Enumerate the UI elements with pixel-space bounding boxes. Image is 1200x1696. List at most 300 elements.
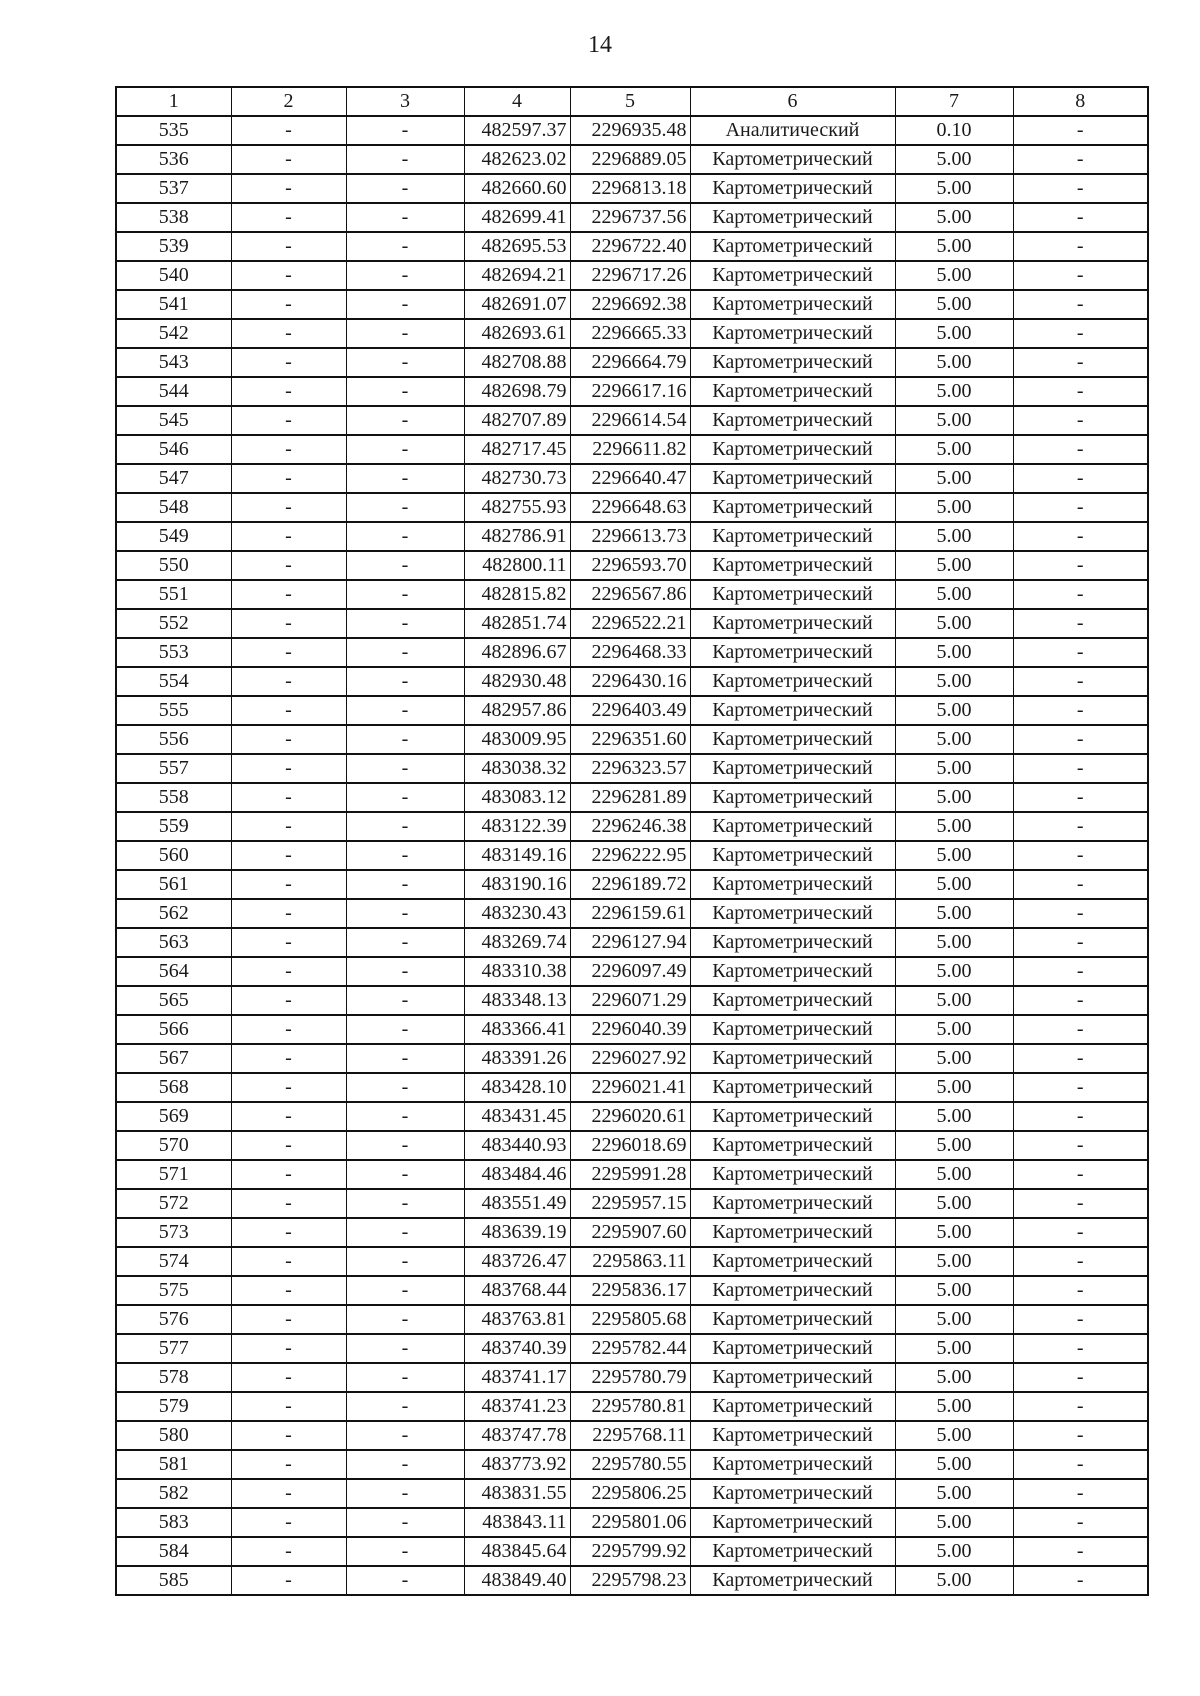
col8-cell: - — [1013, 986, 1148, 1015]
col2-cell: - — [231, 638, 346, 667]
table-row — [116, 812, 1148, 841]
point-number-cell: 579 — [116, 1392, 231, 1421]
method-cell: Картометрический — [690, 1247, 895, 1276]
col2-cell: - — [231, 1508, 346, 1537]
col3-cell: - — [346, 406, 464, 435]
point-number-cell: 566 — [116, 1015, 231, 1044]
method-cell: Картометрический — [690, 290, 895, 319]
col2-cell: - — [231, 986, 346, 1015]
col8-cell: - — [1013, 203, 1148, 232]
point-number-cell: 559 — [116, 812, 231, 841]
accuracy-cell: 5.00 — [895, 609, 1013, 638]
y-coordinate-cell: 2295798.23 — [570, 1566, 690, 1595]
col8-cell: - — [1013, 609, 1148, 638]
col2-cell: - — [231, 696, 346, 725]
point-number-cell: 572 — [116, 1189, 231, 1218]
column-header: 5 — [570, 87, 690, 116]
method-cell: Картометрический — [690, 928, 895, 957]
accuracy-cell: 5.00 — [895, 261, 1013, 290]
point-number-cell: 547 — [116, 464, 231, 493]
col3-cell: - — [346, 1421, 464, 1450]
point-number-cell: 536 — [116, 145, 231, 174]
col3-cell: - — [346, 1537, 464, 1566]
col8-cell: - — [1013, 1218, 1148, 1247]
accuracy-cell: 5.00 — [895, 580, 1013, 609]
accuracy-cell: 5.00 — [895, 957, 1013, 986]
accuracy-cell: 5.00 — [895, 1450, 1013, 1479]
point-number-cell: 554 — [116, 667, 231, 696]
method-cell: Картометрический — [690, 261, 895, 290]
col3-cell: - — [346, 1218, 464, 1247]
method-cell: Картометрический — [690, 696, 895, 725]
point-number-cell: 550 — [116, 551, 231, 580]
accuracy-cell: 5.00 — [895, 1363, 1013, 1392]
col8-cell: - — [1013, 899, 1148, 928]
accuracy-cell: 5.00 — [895, 522, 1013, 551]
col2-cell: - — [231, 1305, 346, 1334]
point-number-cell: 552 — [116, 609, 231, 638]
col8-cell: - — [1013, 1305, 1148, 1334]
x-coordinate-cell: 482730.73 — [464, 464, 570, 493]
point-number-cell: 544 — [116, 377, 231, 406]
col3-cell: - — [346, 696, 464, 725]
point-number-cell: 582 — [116, 1479, 231, 1508]
table-row — [116, 580, 1148, 609]
y-coordinate-cell: 2296351.60 — [570, 725, 690, 754]
x-coordinate-cell: 482708.88 — [464, 348, 570, 377]
point-number-cell: 563 — [116, 928, 231, 957]
table-row — [116, 261, 1148, 290]
col2-cell: - — [231, 377, 346, 406]
col2-cell: - — [231, 725, 346, 754]
y-coordinate-cell: 2296737.56 — [570, 203, 690, 232]
table-row — [116, 609, 1148, 638]
accuracy-cell: 5.00 — [895, 319, 1013, 348]
col3-cell: - — [346, 1102, 464, 1131]
col3-cell: - — [346, 812, 464, 841]
method-cell: Аналитический — [690, 116, 895, 145]
accuracy-cell: 0.10 — [895, 116, 1013, 145]
col2-cell: - — [231, 754, 346, 783]
col3-cell: - — [346, 928, 464, 957]
x-coordinate-cell: 483843.11 — [464, 1508, 570, 1537]
table-row — [116, 464, 1148, 493]
point-number-cell: 541 — [116, 290, 231, 319]
method-cell: Картометрический — [690, 551, 895, 580]
x-coordinate-cell: 483149.16 — [464, 841, 570, 870]
accuracy-cell: 5.00 — [895, 1305, 1013, 1334]
col2-cell: - — [231, 667, 346, 696]
point-number-cell: 548 — [116, 493, 231, 522]
x-coordinate-cell: 482694.21 — [464, 261, 570, 290]
col8-cell: - — [1013, 754, 1148, 783]
accuracy-cell: 5.00 — [895, 1044, 1013, 1073]
col2-cell: - — [231, 1131, 346, 1160]
x-coordinate-cell: 483190.16 — [464, 870, 570, 899]
method-cell: Картометрический — [690, 232, 895, 261]
col8-cell: - — [1013, 1566, 1148, 1595]
col8-cell: - — [1013, 870, 1148, 899]
table-row — [116, 1508, 1148, 1537]
y-coordinate-cell: 2296021.41 — [570, 1073, 690, 1102]
col2-cell: - — [231, 580, 346, 609]
x-coordinate-cell: 483431.45 — [464, 1102, 570, 1131]
x-coordinate-cell: 482755.93 — [464, 493, 570, 522]
y-coordinate-cell: 2296617.16 — [570, 377, 690, 406]
x-coordinate-cell: 483009.95 — [464, 725, 570, 754]
y-coordinate-cell: 2296403.49 — [570, 696, 690, 725]
y-coordinate-cell: 2296246.38 — [570, 812, 690, 841]
accuracy-cell: 5.00 — [895, 290, 1013, 319]
col3-cell: - — [346, 1392, 464, 1421]
col3-cell: - — [346, 1508, 464, 1537]
accuracy-cell: 5.00 — [895, 1131, 1013, 1160]
col8-cell: - — [1013, 1508, 1148, 1537]
table-row — [116, 1450, 1148, 1479]
method-cell: Картометрический — [690, 145, 895, 174]
col2-cell: - — [231, 203, 346, 232]
y-coordinate-cell: 2296097.49 — [570, 957, 690, 986]
method-cell: Картометрический — [690, 1073, 895, 1102]
col3-cell: - — [346, 232, 464, 261]
col8-cell: - — [1013, 1131, 1148, 1160]
col8-cell: - — [1013, 493, 1148, 522]
col8-cell: - — [1013, 957, 1148, 986]
col2-cell: - — [231, 493, 346, 522]
table-row — [116, 1102, 1148, 1131]
table-row — [116, 638, 1148, 667]
accuracy-cell: 5.00 — [895, 1015, 1013, 1044]
x-coordinate-cell: 483831.55 — [464, 1479, 570, 1508]
y-coordinate-cell: 2295805.68 — [570, 1305, 690, 1334]
table-row — [116, 1305, 1148, 1334]
x-coordinate-cell: 483440.93 — [464, 1131, 570, 1160]
col3-cell: - — [346, 377, 464, 406]
y-coordinate-cell: 2295907.60 — [570, 1218, 690, 1247]
point-number-cell: 584 — [116, 1537, 231, 1566]
accuracy-cell: 5.00 — [895, 551, 1013, 580]
table-row — [116, 348, 1148, 377]
column-header: 6 — [690, 87, 895, 116]
col2-cell: - — [231, 348, 346, 377]
col8-cell: - — [1013, 841, 1148, 870]
col3-cell: - — [346, 435, 464, 464]
col8-cell: - — [1013, 319, 1148, 348]
point-number-cell: 581 — [116, 1450, 231, 1479]
table-row — [116, 841, 1148, 870]
col8-cell: - — [1013, 725, 1148, 754]
y-coordinate-cell: 2296935.48 — [570, 116, 690, 145]
accuracy-cell: 5.00 — [895, 203, 1013, 232]
y-coordinate-cell: 2296071.29 — [570, 986, 690, 1015]
x-coordinate-cell: 483740.39 — [464, 1334, 570, 1363]
point-number-cell: 585 — [116, 1566, 231, 1595]
point-number-cell: 569 — [116, 1102, 231, 1131]
col8-cell: - — [1013, 928, 1148, 957]
x-coordinate-cell: 483484.46 — [464, 1160, 570, 1189]
col8-cell: - — [1013, 1537, 1148, 1566]
col8-cell: - — [1013, 638, 1148, 667]
x-coordinate-cell: 482815.82 — [464, 580, 570, 609]
col2-cell: - — [231, 1479, 346, 1508]
table-row — [116, 783, 1148, 812]
point-number-cell: 540 — [116, 261, 231, 290]
x-coordinate-cell: 482717.45 — [464, 435, 570, 464]
y-coordinate-cell: 2296127.94 — [570, 928, 690, 957]
col8-cell: - — [1013, 435, 1148, 464]
col2-cell: - — [231, 1247, 346, 1276]
x-coordinate-cell: 483726.47 — [464, 1247, 570, 1276]
method-cell: Картометрический — [690, 348, 895, 377]
method-cell: Картометрический — [690, 1392, 895, 1421]
col2-cell: - — [231, 1044, 346, 1073]
y-coordinate-cell: 2296692.38 — [570, 290, 690, 319]
point-number-cell: 568 — [116, 1073, 231, 1102]
col2-cell: - — [231, 1421, 346, 1450]
col8-cell: - — [1013, 1479, 1148, 1508]
y-coordinate-cell: 2295801.06 — [570, 1508, 690, 1537]
y-coordinate-cell: 2296722.40 — [570, 232, 690, 261]
table-row — [116, 1044, 1148, 1073]
table-row — [116, 1537, 1148, 1566]
col2-cell: - — [231, 406, 346, 435]
accuracy-cell: 5.00 — [895, 928, 1013, 957]
col3-cell: - — [346, 783, 464, 812]
x-coordinate-cell: 483747.78 — [464, 1421, 570, 1450]
y-coordinate-cell: 2296813.18 — [570, 174, 690, 203]
accuracy-cell: 5.00 — [895, 1218, 1013, 1247]
table-row — [116, 522, 1148, 551]
column-header: 1 — [116, 87, 231, 116]
x-coordinate-cell: 482623.02 — [464, 145, 570, 174]
method-cell: Картометрический — [690, 522, 895, 551]
col2-cell: - — [231, 1537, 346, 1566]
y-coordinate-cell: 2296468.33 — [570, 638, 690, 667]
table-row — [116, 290, 1148, 319]
accuracy-cell: 5.00 — [895, 493, 1013, 522]
table-row — [116, 1421, 1148, 1450]
method-cell: Картометрический — [690, 783, 895, 812]
point-number-cell: 537 — [116, 174, 231, 203]
table-row — [116, 754, 1148, 783]
point-number-cell: 578 — [116, 1363, 231, 1392]
col8-cell: - — [1013, 1450, 1148, 1479]
x-coordinate-cell: 483639.19 — [464, 1218, 570, 1247]
column-header: 2 — [231, 87, 346, 116]
x-coordinate-cell: 482957.86 — [464, 696, 570, 725]
method-cell: Картометрический — [690, 377, 895, 406]
x-coordinate-cell: 482930.48 — [464, 667, 570, 696]
x-coordinate-cell: 483366.41 — [464, 1015, 570, 1044]
method-cell: Картометрический — [690, 1276, 895, 1305]
col2-cell: - — [231, 1189, 346, 1218]
accuracy-cell: 5.00 — [895, 145, 1013, 174]
col3-cell: - — [346, 1044, 464, 1073]
x-coordinate-cell: 482660.60 — [464, 174, 570, 203]
accuracy-cell: 5.00 — [895, 232, 1013, 261]
method-cell: Картометрический — [690, 870, 895, 899]
col8-cell: - — [1013, 1392, 1148, 1421]
table-row — [116, 493, 1148, 522]
y-coordinate-cell: 2296593.70 — [570, 551, 690, 580]
x-coordinate-cell: 482786.91 — [464, 522, 570, 551]
table-row — [116, 1073, 1148, 1102]
col8-cell: - — [1013, 551, 1148, 580]
x-coordinate-cell: 482698.79 — [464, 377, 570, 406]
accuracy-cell: 5.00 — [895, 870, 1013, 899]
col3-cell: - — [346, 841, 464, 870]
col3-cell: - — [346, 1479, 464, 1508]
col3-cell: - — [346, 319, 464, 348]
accuracy-cell: 5.00 — [895, 638, 1013, 667]
accuracy-cell: 5.00 — [895, 1102, 1013, 1131]
method-cell: Картометрический — [690, 1160, 895, 1189]
col3-cell: - — [346, 1073, 464, 1102]
x-coordinate-cell: 483122.39 — [464, 812, 570, 841]
accuracy-cell: 5.00 — [895, 783, 1013, 812]
col8-cell: - — [1013, 1421, 1148, 1450]
col3-cell: - — [346, 1566, 464, 1595]
point-number-cell: 573 — [116, 1218, 231, 1247]
method-cell: Картометрический — [690, 319, 895, 348]
col3-cell: - — [346, 261, 464, 290]
method-cell: Картометрический — [690, 1044, 895, 1073]
col3-cell: - — [346, 870, 464, 899]
accuracy-cell: 5.00 — [895, 1160, 1013, 1189]
x-coordinate-cell: 482597.37 — [464, 116, 570, 145]
col3-cell: - — [346, 493, 464, 522]
col8-cell: - — [1013, 232, 1148, 261]
method-cell: Картометрический — [690, 609, 895, 638]
col3-cell: - — [346, 1131, 464, 1160]
col8-cell: - — [1013, 1334, 1148, 1363]
col2-cell: - — [231, 290, 346, 319]
method-cell: Картометрический — [690, 1218, 895, 1247]
col2-cell: - — [231, 1218, 346, 1247]
point-number-cell: 571 — [116, 1160, 231, 1189]
table-row — [116, 435, 1148, 464]
x-coordinate-cell: 482691.07 — [464, 290, 570, 319]
col3-cell: - — [346, 203, 464, 232]
accuracy-cell: 5.00 — [895, 174, 1013, 203]
col2-cell: - — [231, 435, 346, 464]
accuracy-cell: 5.00 — [895, 1508, 1013, 1537]
table-row — [116, 116, 1148, 145]
y-coordinate-cell: 2296323.57 — [570, 754, 690, 783]
y-coordinate-cell: 2296189.72 — [570, 870, 690, 899]
col3-cell: - — [346, 957, 464, 986]
x-coordinate-cell: 483741.17 — [464, 1363, 570, 1392]
x-coordinate-cell: 482707.89 — [464, 406, 570, 435]
y-coordinate-cell: 2296159.61 — [570, 899, 690, 928]
accuracy-cell: 5.00 — [895, 812, 1013, 841]
col2-cell: - — [231, 783, 346, 812]
col8-cell: - — [1013, 1102, 1148, 1131]
col2-cell: - — [231, 319, 346, 348]
point-number-cell: 553 — [116, 638, 231, 667]
y-coordinate-cell: 2296664.79 — [570, 348, 690, 377]
table-row — [116, 1392, 1148, 1421]
method-cell: Картометрический — [690, 667, 895, 696]
y-coordinate-cell: 2296889.05 — [570, 145, 690, 174]
col2-cell: - — [231, 1015, 346, 1044]
coordinates-table — [115, 86, 1149, 1596]
accuracy-cell: 5.00 — [895, 986, 1013, 1015]
point-number-cell: 545 — [116, 406, 231, 435]
table-row — [116, 1334, 1148, 1363]
col8-cell: - — [1013, 1044, 1148, 1073]
col3-cell: - — [346, 1160, 464, 1189]
method-cell: Картометрический — [690, 1363, 895, 1392]
method-cell: Картометрический — [690, 1566, 895, 1595]
method-cell: Картометрический — [690, 638, 895, 667]
y-coordinate-cell: 2295780.81 — [570, 1392, 690, 1421]
accuracy-cell: 5.00 — [895, 1479, 1013, 1508]
y-coordinate-cell: 2296648.63 — [570, 493, 690, 522]
col3-cell: - — [346, 174, 464, 203]
accuracy-cell: 5.00 — [895, 1334, 1013, 1363]
accuracy-cell: 5.00 — [895, 725, 1013, 754]
col3-cell: - — [346, 725, 464, 754]
point-number-cell: 546 — [116, 435, 231, 464]
accuracy-cell: 5.00 — [895, 1276, 1013, 1305]
col2-cell: - — [231, 841, 346, 870]
y-coordinate-cell: 2296020.61 — [570, 1102, 690, 1131]
col2-cell: - — [231, 261, 346, 290]
point-number-cell: 542 — [116, 319, 231, 348]
accuracy-cell: 5.00 — [895, 1537, 1013, 1566]
col3-cell: - — [346, 899, 464, 928]
point-number-cell: 570 — [116, 1131, 231, 1160]
table-row — [116, 1566, 1148, 1595]
point-number-cell: 551 — [116, 580, 231, 609]
col8-cell: - — [1013, 1276, 1148, 1305]
accuracy-cell: 5.00 — [895, 667, 1013, 696]
x-coordinate-cell: 483845.64 — [464, 1537, 570, 1566]
table-row — [116, 957, 1148, 986]
col8-cell: - — [1013, 1073, 1148, 1102]
table-header-row — [116, 87, 1148, 116]
accuracy-cell: 5.00 — [895, 1189, 1013, 1218]
col3-cell: - — [346, 1450, 464, 1479]
accuracy-cell: 5.00 — [895, 1421, 1013, 1450]
accuracy-cell: 5.00 — [895, 377, 1013, 406]
col3-cell: - — [346, 348, 464, 377]
col3-cell: - — [346, 1189, 464, 1218]
x-coordinate-cell: 483768.44 — [464, 1276, 570, 1305]
table-row — [116, 899, 1148, 928]
method-cell: Картометрический — [690, 203, 895, 232]
y-coordinate-cell: 2295780.79 — [570, 1363, 690, 1392]
y-coordinate-cell: 2295782.44 — [570, 1334, 690, 1363]
y-coordinate-cell: 2295836.17 — [570, 1276, 690, 1305]
col3-cell: - — [346, 986, 464, 1015]
y-coordinate-cell: 2296027.92 — [570, 1044, 690, 1073]
x-coordinate-cell: 482800.11 — [464, 551, 570, 580]
col2-cell: - — [231, 1276, 346, 1305]
method-cell: Картометрический — [690, 1015, 895, 1044]
y-coordinate-cell: 2295799.92 — [570, 1537, 690, 1566]
table-row — [116, 145, 1148, 174]
method-cell: Картометрический — [690, 725, 895, 754]
point-number-cell: 567 — [116, 1044, 231, 1073]
point-number-cell: 538 — [116, 203, 231, 232]
col2-cell: - — [231, 174, 346, 203]
point-number-cell: 565 — [116, 986, 231, 1015]
method-cell: Картометрический — [690, 1450, 895, 1479]
col8-cell: - — [1013, 348, 1148, 377]
point-number-cell: 549 — [116, 522, 231, 551]
